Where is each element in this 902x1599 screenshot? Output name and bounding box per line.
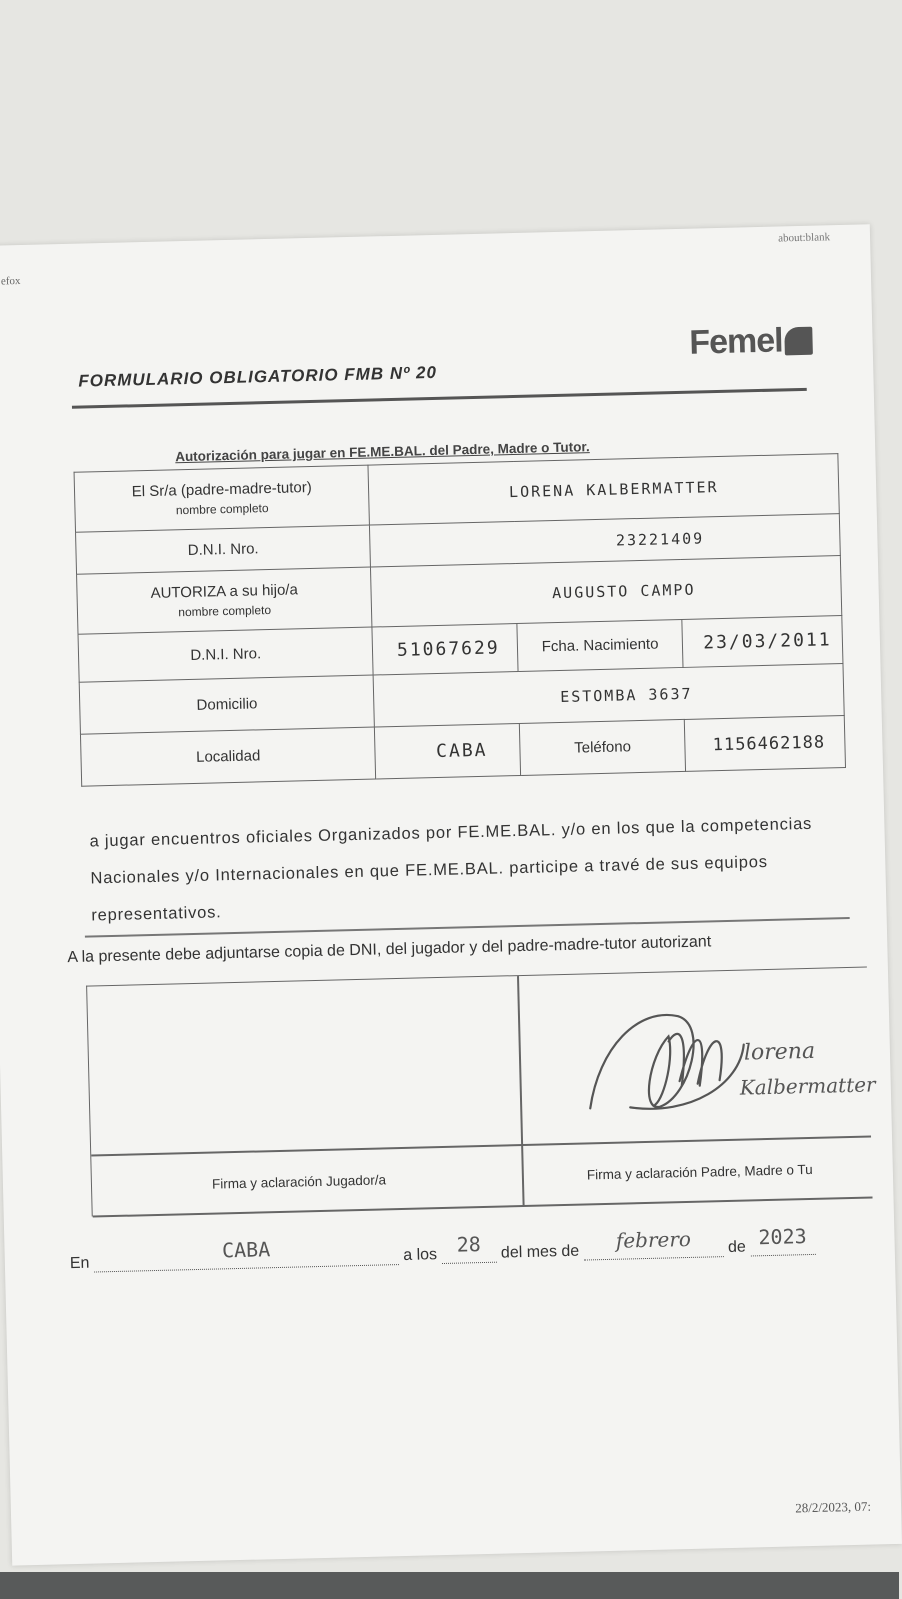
phone-label: Teléfono — [520, 719, 686, 775]
print-timestamp: 28/2/2023, 07: — [795, 1498, 872, 1516]
del-mes-label: del mes de — [500, 1242, 580, 1262]
parent-name-label-cell — [74, 465, 370, 532]
en-label: En — [69, 1254, 90, 1273]
phone-value: 1156462188 — [684, 716, 845, 772]
logo-text: Femel — [688, 321, 784, 362]
signature-bottom-rule — [93, 1196, 873, 1217]
browser-header-left: efox — [0, 275, 21, 288]
child-sublabel: nombre completo — [178, 603, 272, 620]
city-value: CABA — [375, 723, 521, 779]
parent-label: El Sr/a (padre-madre-tutor) — [131, 478, 312, 501]
signature-divider — [517, 976, 524, 1206]
authorization-table — [74, 453, 846, 787]
city-label: Localidad — [80, 727, 376, 786]
attachment-note: A la presente debe adjuntarse copia de DNI, del jugador y del padre-madre-tutor autorizant — [67, 933, 712, 967]
year-field — [750, 1224, 815, 1257]
date-line — [69, 1224, 890, 1273]
logo-mark-icon — [784, 326, 813, 355]
child-label: AUTORIZA a su hijo/a — [150, 581, 299, 602]
parent-name-value: LORENA KALBERMATTER — [368, 454, 839, 525]
player-signature-label: Firma y aclaración Jugador/a — [211, 1172, 387, 1192]
signature-box — [86, 967, 876, 1217]
place-field — [94, 1237, 399, 1272]
child-name-value: AUGUSTO CAMPO — [371, 556, 842, 627]
handwritten-signature — [567, 982, 876, 1139]
year-value: 2023 — [758, 1224, 807, 1250]
signature-label-rule — [91, 1135, 871, 1156]
birth-date-label: Fcha. Nacimiento — [517, 619, 683, 671]
child-dni-value: 51067629 — [372, 623, 518, 675]
form-subtitle: Autorización para jugar en FE.ME.BAL. del Padre, Madre o Tutor. — [175, 439, 590, 465]
month-field — [583, 1226, 723, 1260]
background-floor — [0, 1572, 899, 1599]
signature-name-line1: lorena — [743, 1038, 816, 1066]
de-label: de — [727, 1238, 747, 1257]
title-rule — [72, 388, 807, 409]
place-value: CABA — [221, 1237, 271, 1263]
parent-dni-value: 23221409 — [370, 514, 840, 567]
signature-name-line2: Kalbermatter — [739, 1072, 876, 1100]
browser-header-right: about:blank — [777, 231, 831, 245]
address-value: ESTOMBA 3637 — [373, 664, 844, 727]
day-field — [441, 1232, 496, 1264]
month-value: febrero — [615, 1226, 692, 1253]
parent-sublabel: nombre completo — [175, 501, 269, 518]
birth-date-value: 23/03/2011 — [682, 616, 843, 668]
child-dni-label: D.N.I. Nro. — [78, 627, 373, 682]
address-label: Domicilio — [79, 675, 375, 734]
femebal-logo — [689, 321, 813, 363]
parent-dni-label: D.N.I. Nro. — [76, 525, 371, 574]
parent-signature-label: Firma y aclaración Padre, Madre o Tu — [586, 1161, 813, 1183]
authorization-text: a jugar encuentros oficiales Organizados por FE.ME.BAL. y/o en los que la competencias Nacionales y/o Internacionales en que FE.ME.BAL. participe a travé de sus equipos representativos. — [89, 814, 813, 925]
day-value: 28 — [456, 1232, 482, 1257]
form-title: FORMULARIO OBLIGATORIO FMB Nº 20 — [78, 362, 438, 391]
a-los-label: a los — [403, 1246, 438, 1264]
child-name-label-cell — [77, 567, 373, 634]
form-page — [0, 224, 902, 1565]
